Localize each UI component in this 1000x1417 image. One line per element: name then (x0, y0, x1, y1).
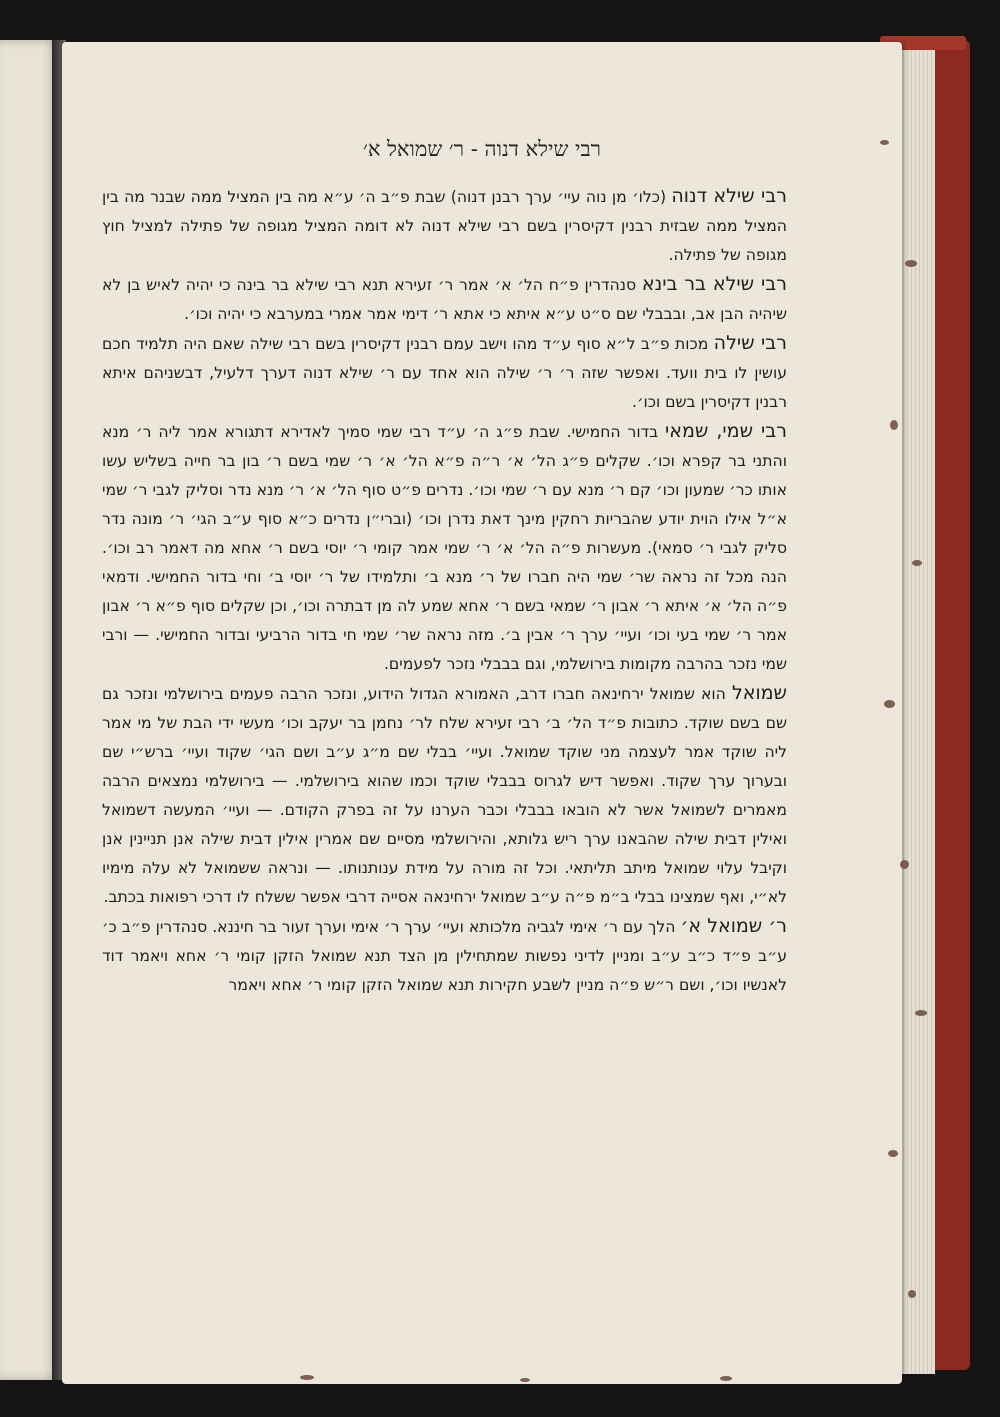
entry (102, 182, 787, 270)
entry (102, 912, 787, 1000)
entry-term: ר׳ שמואל א׳ (680, 915, 787, 937)
entry-text: (כלו׳ מן נוה עיי׳ ערך רבנן דנוה) שבת פ״ב ה׳ ע״א מה בין המציל ממה שבנר מה בין המציל ממה שבזית רבנין דקיסרין בשם רבי שילא דנוה לא דומה המציל מגופה של פתילה למציל חוץ מגופה של פתילה. (102, 188, 787, 264)
entry (102, 417, 787, 679)
book-cover-edge (930, 40, 970, 1370)
entry-term: רבי שמי, שמאי (665, 420, 787, 442)
page-body (102, 182, 787, 1000)
entry-text: סנהדרין פ״ח הל׳ א׳ אמר ר׳ זעירא תנא רבי שילא בר בינה כי יהיה לאיש בן לא שיהיה הבן אב, ובבבלי שם ס״ט ע״א איתא כי אתא ר׳ דימי אמר אמרי במערבא כי יהיה וכו׳. (102, 276, 787, 323)
entry-term: רבי שילא בר בינא (641, 273, 787, 295)
entry (102, 679, 787, 912)
entry-term: שמואל (731, 682, 787, 704)
book-page (62, 42, 902, 1384)
entry-text: מכות פ״ב ל״א סוף ע״ד מהו וישב עמם רבנין דקיסרין בשם רבי שילה שאם היה תלמיד חכם עושין לו בית וועד. ואפשר שזה ר׳ ר׳ שילה הוא אחד עם ר׳ שילא דנוה דערך דלעיל, דבשניהם איתא רבנין דקיסרין בשם וכו׳. (102, 335, 787, 411)
edge-speck (908, 1290, 916, 1298)
edge-speck (915, 1010, 927, 1016)
edge-speck (720, 1376, 732, 1381)
entry-text: הוא שמואל ירחינאה חברו דרב, האמורא הגדול הידוע, ונזכר הרבה פעמים בירושלמי ונזכר גם שם בשם שוקד. כתובות פ״ד הל׳ ב׳ רבי זעירא שלח לר׳ נחמן בר יעקב וכו׳ מעשי ידי הבת של מי אמר ליה שוקד אמר לעצמה מני שוקד שמואל. ועיי׳ בבלי שם מ״ג ע״ב ושם הגי׳ שקוד ועיי׳ ברש״י שם ובערוך ערך שקוד. ואפשר דיש לגרוס בבבלי שוקד וכמו שהוא בירושלמי. — בירושלמי נמצאים הרבה מאמרים לשמואל אשר לא הובאו בבבלי וכבר הערנו על זה בפרק הקודם. — ועיי׳ המעשה דשמואל ואילין דבית שילה שהבאנו ערך ריש גלותא, והירושלמי מסיים שם אמרין אילין דבית שילה אנן תניינין אנן וקיבל עלוי שמואל מיתב תליתאי. וכל זה מורה על מידת ענותנותו. — ונראה ששמואל לא עלה מימיו לא״י, ואף שמצינו בבלי ב״מ פ״ה ע״ב שמואל ירחינאה אסייה דרבי אפשר ששלח לו דרכי רפואות בכתב. (102, 685, 787, 906)
edge-speck (888, 1150, 898, 1157)
running-header: רבי שילא דנוה - ר׳ שמואל א׳ (362, 137, 601, 161)
edge-speck (300, 1375, 314, 1380)
entry-text: בדור החמישי. שבת פ״ג ה׳ ע״ד רבי שמי סמיך לאדירא דתגורא אמר ליה ר׳ מנא והתני בר קפרא וכו׳. שקלים פ״ג הל׳ א׳ ר״ה פ״א הל׳ א׳ ר׳ שמי בשם ר׳ בון בר חייה בשליש עשו אותו כר׳ שמעון וכו׳ קם ר׳ מנא עם ר׳ שמי וכו׳. נדרים פ״ט סוף הל׳ א׳ ר׳ מנא נדר וסליק לגבי ר׳ שמי א״ל אילו הוית יודע שהבריות רחקין מינך דאת נדרן וכו׳ (וברי״ן נדרים כ״א סוף ע״ב הגי׳ ר׳ מונה נדר סליק לגבי ר׳ סמאי). מעשרות פ״ה הל׳ א׳ ר׳ שמי אמר קומי ר׳ יוסי בשם ר׳ אחא מה דאמר רב וכו׳. הנה מכל זה נראה שר׳ שמי היה חברו של ר׳ מנא ב׳ ותלמידו של ר׳ יוסי ב׳ וחי בדור החמישי. ודמאי פ״ה הל׳ א׳ איתא ר׳ אבון ר׳ שמאי בשם ר׳ אחא שמע לה מן דבתרה וכו׳, וכן שקלים סוף פ״א ר׳ אבון אמר ר׳ שמי בעי וכו׳ ועיי׳ ערך ר׳ אבין ב׳. מזה נראה שר׳ שמי חי בדור הרביעי ובדור החמישי. — ורבי שמי נזכר בהרבה מקומות בירושלמי, וגם בבבלי נזכר לפעמים. (102, 423, 787, 673)
edge-speck (890, 420, 898, 430)
edge-speck (884, 700, 895, 708)
edge-speck (520, 1378, 530, 1382)
edge-speck (912, 560, 922, 566)
entry (102, 270, 787, 329)
edge-speck (905, 260, 917, 267)
edge-speck (900, 860, 909, 869)
entry-term: רבי שילא דנוה (671, 185, 787, 207)
facing-page (0, 40, 58, 1380)
edge-speck (880, 140, 889, 145)
entry (102, 329, 787, 417)
entry-text: הלך עם ר׳ אימי לגביה מלכותא ועיי׳ ערך ר׳ אימי וערך זעור בר חיננא. סנהדרין פ״ב כ׳ ע״ב פ״ד כ״ב ע״ב ומניין לדיני נפשות שמתחילין מן הצד תנא שמואל הזקן קומי ר׳ אחא ויאמר דוד לאנשיו וכו׳, ושם ר״ש פ״ה מניין לשבע חקירות תנא שמואל הזקן קומי ר׳ אחא ויאמר (102, 918, 787, 994)
entry-term: רבי שילה (713, 332, 787, 354)
